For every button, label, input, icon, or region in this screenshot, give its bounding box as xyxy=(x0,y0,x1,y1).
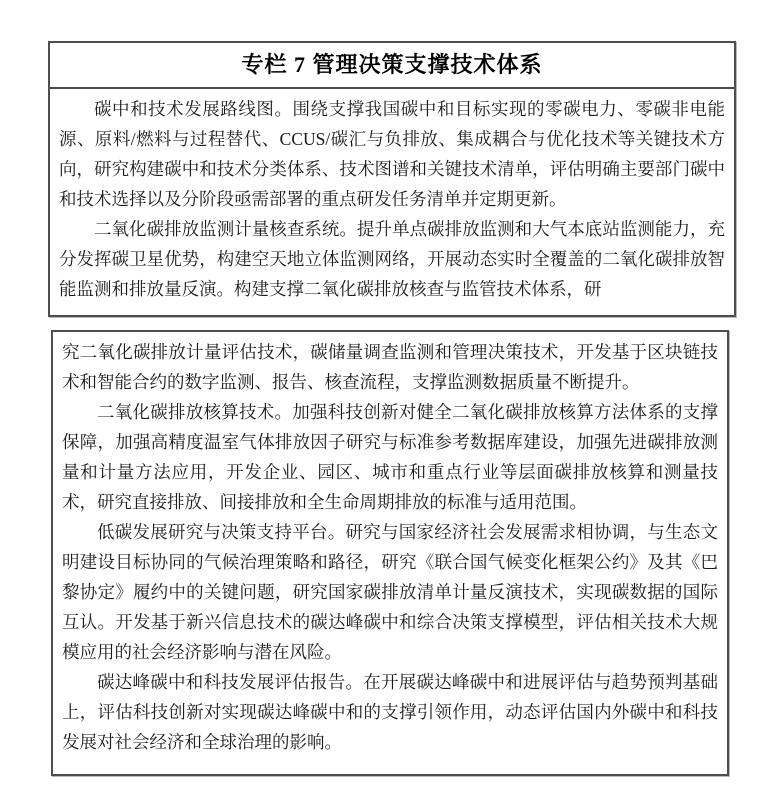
column-body-page1 xyxy=(50,89,734,308)
paragraph-monitoring-continuation: 究二氧化碳排放计量评估技术，碳储量调查监测和管理决策技术，开发基于区块链技术和智能合约的数字监测、报告、核查流程，支撑监测数据质量不断提升。 xyxy=(62,342,718,392)
column-box-page1 xyxy=(48,41,736,317)
column-title: 专栏 7 管理决策支撑技术体系 xyxy=(50,43,734,89)
paragraph-accounting-technology: 二氧化碳排放核算技术。加强科技创新对健全二氧化碳排放核算方法体系的支撑保障，加强高精度温室气体排放因子研究与标准参考数据库建设，加强先进碳排放测量和计量方法应用，开发企业、园区、城市和重点行业等层面碳排放核算和测量技术，研究直接排放、间接排放和全生命周期排放的标准与适用范围。 xyxy=(62,402,718,512)
column-body-page2 xyxy=(53,332,727,761)
column-box-page2 xyxy=(51,330,729,776)
paragraph-evaluation-report: 碳达峰碳中和科技发展评估报告。在开展碳达峰碳中和进展评估与趋势预判基础上，评估科技创新对实现碳达峰碳中和的支撑引领作用，动态评估国内外碳中和科技发展对社会经济和全球治理的影响。 xyxy=(62,672,718,752)
paragraph-decision-support-platform: 低碳发展研究与决策支持平台。研究与国家经济社会发展需求相协调，与生态文明建设目标协同的气候治理策略和路径，研究《联合国气候变化框架公约》及其《巴黎协定》履约中的关键问题，研究国家碳排放清单计量反演技术，实现碳数据的国际互认。开发基于新兴信息技术的碳达峰碳中和综合决策支撑模型，评估相关技术大规模应用的社会经济影响与潜在风险。 xyxy=(62,522,718,662)
paragraph-monitoring-system: 二氧化碳排放监测计量核查系统。提升单点碳排放监测和大气本底站监测能力，充分发挥碳卫星优势，构建空天地立体监测网络，开展动态实时全覆盖的二氧化碳排放智能监测和排放量反演。构建支撑二氧化碳排放核查与监管技术体系，研 xyxy=(59,219,725,299)
paragraph-roadmap: 碳中和技术发展路线图。围绕支撑我国碳中和目标实现的零碳电力、零碳非电能源、原料/燃料与过程替代、CCUS/碳汇与负排放、集成耦合与优化技术等关键技术方向，研究构建碳中和技术分类体系、技术图谱和关键技术清单，评估明确主要部门碳中和技术选择以及分阶段亟需部署的重点研发任务清单并定期更新。 xyxy=(59,99,725,209)
